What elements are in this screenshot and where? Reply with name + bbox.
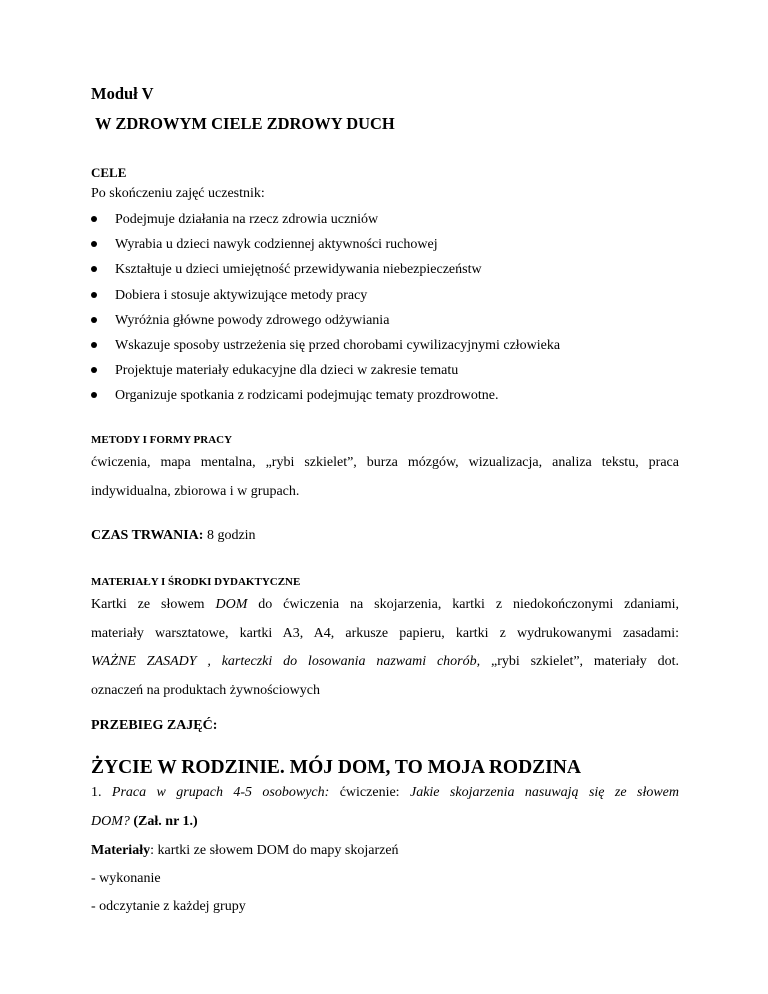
przebieg-heading: PRZEBIEG ZAJĘĆ: bbox=[91, 718, 218, 733]
cele-heading: CELE bbox=[91, 165, 127, 180]
materialy-heading: MATERIAŁY I ŚRODKI DYDAKTYCZNE bbox=[91, 576, 301, 588]
list-item: Podejmuje działania na rzecz zdrowia uczniów bbox=[91, 210, 560, 235]
cele-list bbox=[91, 210, 560, 412]
bullet-icon bbox=[91, 266, 97, 272]
materialy-text: Kartki ze słowem DOM do ćwiczenia na skojarzenia, kartki z niedokończonymi zdaniami, materiały warsztatowe, kartki A3, A4, arkusze papieru, kartki z wydrukowanymi zasadami: WAŻNE ZASADY , karteczki do losowania nazwami chorób, „rybi szkielet”, materiały dot. oznaczeń na produktach żywnościowych bbox=[91, 597, 679, 698]
list-item: Dobiera i stosuje aktywizujące metody pracy bbox=[91, 286, 560, 311]
list-item: Organizuje spotkania z rodzicami podejmując tematy prozdrowotne. bbox=[91, 386, 560, 411]
module-heading: Moduł V bbox=[91, 84, 154, 103]
czas-value: 8 godzin bbox=[203, 528, 256, 543]
section-title: ŻYCIE W RODZINIE. MÓJ DOM, TO MOJA RODZINA bbox=[91, 757, 581, 778]
list-item: Wskazuje sposoby ustrzeżenia się przed chorobami cywilizacyjnymi człowieka bbox=[91, 336, 560, 361]
bullet-icon bbox=[91, 292, 97, 298]
list-item: Wyrabia u dzieci nawyk codziennej aktywności ruchowej bbox=[91, 235, 560, 260]
materials-line: Materiały: kartki ze słowem DOM do mapy skojarzeń bbox=[91, 843, 399, 858]
module-title: W ZDROWYM CIELE ZDROWY DUCH bbox=[95, 114, 395, 133]
list-item: Wyróżnia główne powody zdrowego odżywiania bbox=[91, 311, 560, 336]
bullet-icon bbox=[91, 317, 97, 323]
cele-intro: Po skończeniu zajęć uczestnik: bbox=[91, 186, 265, 201]
bullet-icon bbox=[91, 241, 97, 247]
list-item: Kształtuje u dzieci umiejętność przewidywania niebezpieczeństw bbox=[91, 260, 560, 285]
metody-text: ćwiczenia, mapa mentalna, „rybi szkielet”, burza mózgów, wizualizacja, analiza tekstu, praca indywidualna, zbiorowa i w grupach. bbox=[91, 455, 679, 499]
czas-label: CZAS TRWANIA: bbox=[91, 528, 204, 543]
bullet-icon bbox=[91, 392, 97, 398]
list-item: Projektuje materiały edukacyjne dla dzieci w zakresie tematu bbox=[91, 361, 560, 386]
metody-heading: METODY I FORMY PRACY bbox=[91, 434, 233, 446]
exercise-1: 1. Praca w grupach 4-5 osobowych: ćwiczenie: Jakie skojarzenia nasuwają się ze słowem DOM? (Zał. nr 1.) bbox=[91, 785, 679, 829]
czas-trwania bbox=[91, 528, 256, 544]
bullet-icon bbox=[91, 216, 97, 222]
bullet-icon bbox=[91, 342, 97, 348]
bullet-icon bbox=[91, 367, 97, 373]
step-1: - wykonanie bbox=[91, 871, 161, 886]
step-2: - odczytanie z każdej grupy bbox=[91, 899, 246, 914]
